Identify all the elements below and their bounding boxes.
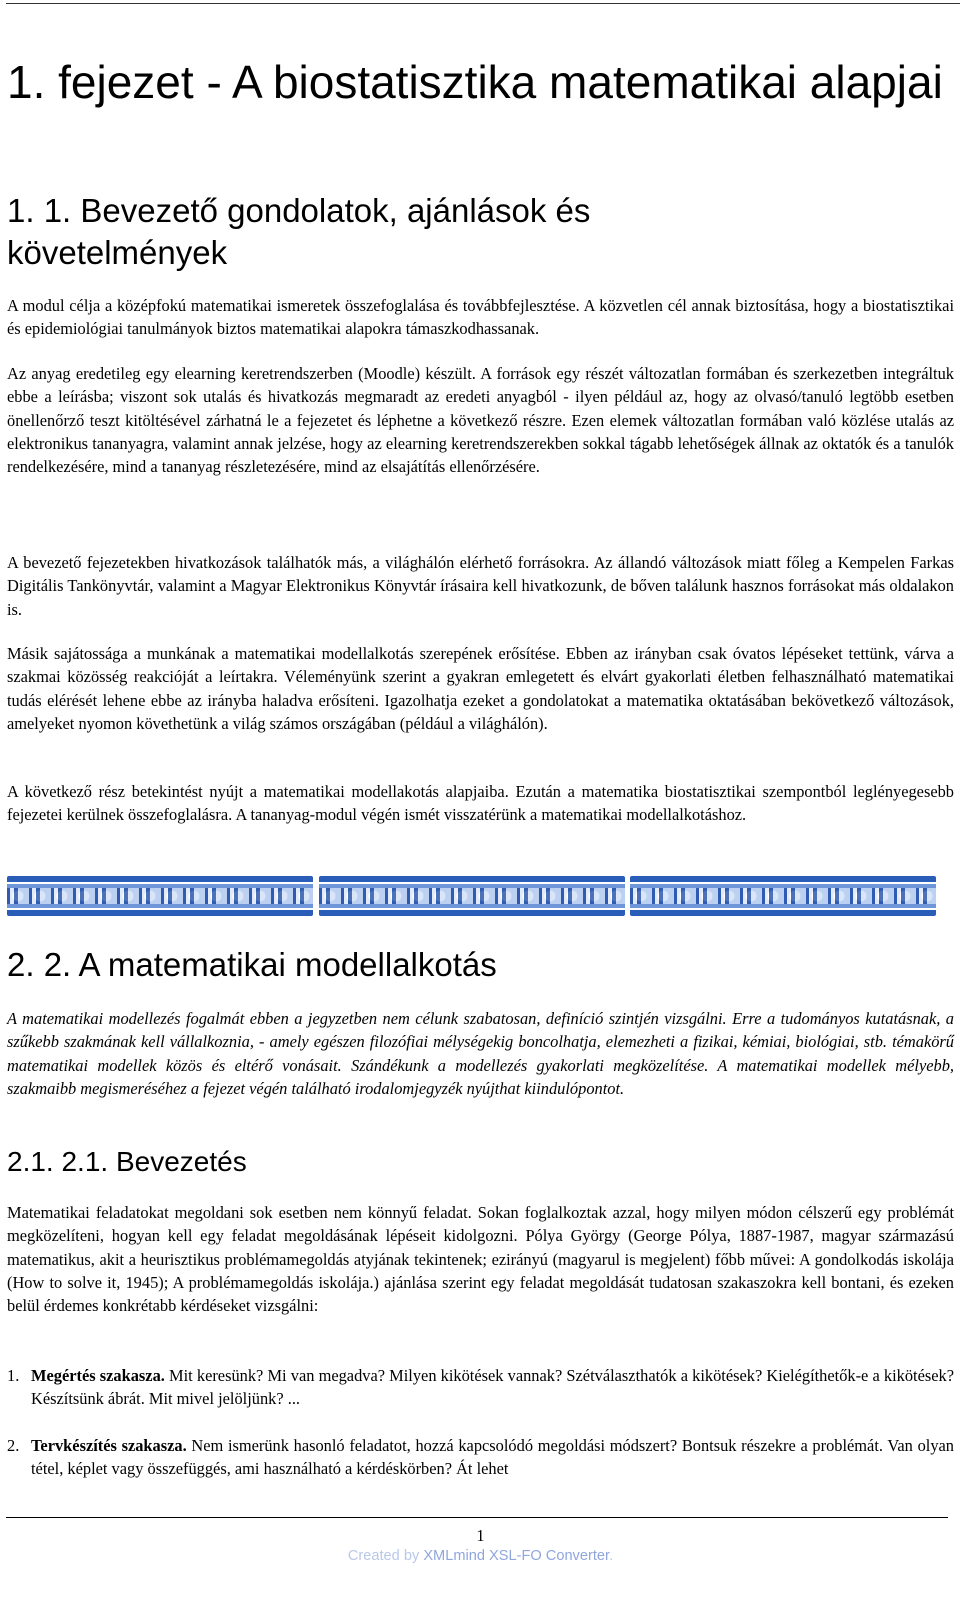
section-2-intro: A matematikai modellezés fogalmát ebben a jegyzetben nem célunk szabatosan, definíció szintjén vizsgálni. Erre a tudományos kutatásnak, a szűkebb szakmának kell vállalkoznia, - amely egészen filozófiai mélységekig boncolhatja, elemezheti a fizikai, kémiai, biológiai, stb. témakörű matematikai modellek közös és eltérő vonásait. Szándékunk a modellezés gyakorlati megközelítése. A matematikai modellek mélyebb, szakmaibb megismeréséhez a fejezet végén található irodalomjegyzék nyújthat kiindulópontot.	[7, 1009, 954, 1098]
list-item	[7, 1434, 954, 1481]
top-rule	[6, 3, 960, 4]
list-item-bold-label: Tervkészítés szakasza.	[31, 1436, 187, 1455]
list-item-number: 1.	[7, 1366, 20, 1385]
list-item-text: Mit keresünk? Mi van megadva? Milyen kikötések vannak? Szétválaszthatók a kikötések? Kielégíthetők-e a kikötések? Készítsünk ábrát. Mit mivel jelöljünk? ...	[31, 1366, 955, 1409]
paragraph-4: Másik sajátossága a munkának a matematikai modellalkotás szerepének erősítése. Ebben az irányban csak óvatos lépéseket tettünk, várva a szakmai közösség reakcióját a leírtakra. Véleményünk szerint a gyakran emlegetett és elvárt gyakorlati életben felhasználható matematikai tudás elérését lehene ebbe az irányba haladva erősíteni. Igazolhatja ezeket a gondolatokat a matematika oktatásában bekövetkező változások, amelyeket nyomon követhetünk a világ számos országában (például a világhálón).	[7, 644, 954, 733]
generator-footer	[7, 1548, 954, 1564]
footer-period: .	[609, 1548, 614, 1564]
list-item-bold-label: Megértés szakasza.	[31, 1366, 165, 1385]
paragraph-3: A bevezető fejezetekben hivatkozások találhatók más, a világhálón elérhető forrásokra. Az állandó változások miatt főleg a Kempelen Farkas Digitális Tankönyvtár, valamint a Magyar Elektronikus Könyvtár írásaira kell hivatkozunk, de bőven találunk hasznos forrásokat más oldalakon is.	[7, 553, 954, 619]
paragraph-5: A következő rész betekintést nyújt a matematikai modellakotás alapjaiba. Ezután a matematika biostatisztikai szempontból leglényegesebb fejezetei kerülnek összefoglalásra. A tananyag-modul végén ismét visszatérünk a matematikai modellalkotáshoz.	[7, 782, 954, 825]
section-2-1-title: 2.1. 2.1. Bevezetés	[7, 1146, 247, 1177]
list-item	[7, 1364, 954, 1411]
list-item-text: Nem ismerünk hasonló feladatot, hozzá kapcsolódó megoldási módszert? Bontsuk részekre a problémát. Van olyan tétel, képlet vagy összefüggés, ami használható a kérdéskörben? Át lehet	[31, 1436, 954, 1479]
list-item-body	[31, 1434, 954, 1481]
footer-brand-link[interactable]: XMLmind XSL-FO Converter	[423, 1548, 610, 1564]
chapter-title: 1. fejezet - A biostatisztika matematikai alapjai	[7, 56, 943, 108]
decorative-border-ornament	[7, 876, 313, 916]
list-item-body	[31, 1364, 954, 1411]
list-item-number: 2.	[7, 1436, 20, 1455]
decorative-border-ornament	[630, 876, 936, 916]
section-1-title: 1. 1. Bevezető gondolatok, ajánlások és követelmények	[7, 192, 591, 271]
section-2-1-paragraph: Matematikai feladatokat megoldani sok esetben nem könnyű feladat. Sokan foglalkoztak azzal, hogy milyen módon célszerű egy problémát megközelíteni, hogyan kell egy feladat megoldásának lépéseit kidolgozni. Pólya György (George Pólya, 1887-1987, magyar származású matematikus, akit a heurisztikus problémamegoldás atyjának tekintenek; ezirányú (magyarul is megjelent) főbb művei: A gondolkodás iskolája (How to solve it, 1945); A problémamegoldás iskolája.) ajánlása szerint egy feladat megoldását tudatosan szakaszokra kell bontani, és ezeken belül érdemes konkrétabb kérdéseket vizsgálni:	[7, 1203, 954, 1316]
footer-created-by: Created by	[347, 1548, 424, 1564]
bottom-rule	[6, 1517, 948, 1518]
decorative-border-ornament	[319, 876, 625, 916]
paragraph-2: Az anyag eredetileg egy elearning keretrendszerben (Moodle) készült. A források egy részét változatlan formában és szerkezetben integráltuk ebbe a leírásba; viszont sok utalás és hivatkozás megmaradt az eredeti anyagból - ilyen például az, hogy az olvasó/tanuló legtöbb esetben önellenőrző teszt kitöltésével zárhatná le a fejezetet és léphetne a következő részre. Ezen elemek változatlan formában való közlése utalás az elektronikus tananyagra, valamint annak jelzése, hogy az elearning keretrendszerekben sokkal tágabb lehetőségek állnak az oktatók és a tanulók rendelkezésére, mind a tananyag részletezésére, mind az elsajátítás ellenőrzésére.	[7, 364, 954, 477]
page-number: 1	[476, 1526, 485, 1545]
paragraph-1: A modul célja a középfokú matematikai ismeretek összefoglalása és továbbfejlesztése. A közvetlen cél annak biztosítása, hogy a biostatisztikai és epidemiológiai tanulmányok biztos matematikai alapokra támaszkodhassanak.	[7, 296, 954, 339]
section-2-title: 2. 2. A matematikai modellalkotás	[7, 946, 497, 983]
